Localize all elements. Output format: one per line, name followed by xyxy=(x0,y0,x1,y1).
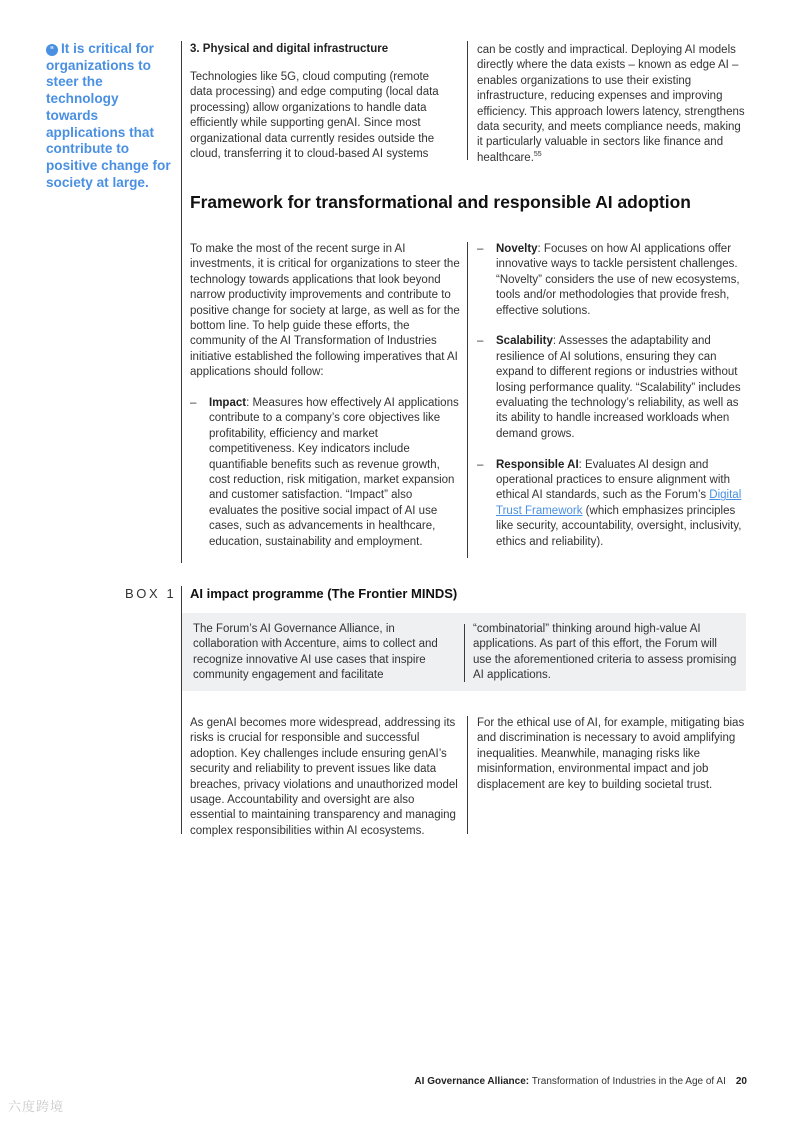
framework-col-2 xyxy=(477,242,747,550)
footer-report-title: Transformation of Industries in the Age of AI xyxy=(529,1076,726,1087)
watermark: 六度跨境 xyxy=(8,1099,65,1114)
column-divider xyxy=(467,716,468,834)
footnote-ref[interactable]: 55 xyxy=(533,151,542,159)
dash-bullet: – xyxy=(190,397,197,410)
impact-term: Impact xyxy=(209,397,247,410)
infra-text-2-body: can be costly and impractical. Deploying AI models directly where the data exists – known as edge AI – enables organizations to use their existing infrastructure, reducing expenses and improving efficiency. This approach lowers latency, strengthens data security, and meets compliance needs, making it particularly valuable in sectors like finance and healthcare. xyxy=(477,44,745,164)
impact-item xyxy=(190,396,462,550)
page-number: 20 xyxy=(735,1076,747,1087)
responsible-ai-text: : Evaluates AI design and operational practices to ensure alignment with ethical AI standards, such as the Forum’s xyxy=(496,458,730,502)
page-footer xyxy=(414,1076,747,1087)
impact-text: : Measures how effectively AI applications contribute to a company’s core objectives like profitability, efficiency and market competitiveness. Key indicators include quantifiable benefits such as revenue growth, cost reduction, risk mitigation, market expansion and customer satisfaction. “Impact” also evaluates the positive social impact of AI use cases, such as advancements in healthcare, education, sustainability and employment. xyxy=(209,397,459,548)
left-margin-rule-top xyxy=(181,41,182,563)
box-col-1 xyxy=(193,622,455,684)
scalability-term: Scalability xyxy=(496,335,553,348)
novelty-term: Novelty xyxy=(496,243,538,255)
scalability-text: : Assesses the adaptability and resilience of AI solutions, ensuring they can expand to different regions or industries without losing performance quality. “Scalability” includes evaluating the technology’s reliability, as well as its ability to handle increased workloads when demand grows. xyxy=(496,335,741,440)
scalability-item xyxy=(477,334,747,442)
framework-title: Framework for transformational and responsible AI adoption xyxy=(190,192,691,212)
infra-col-1 xyxy=(190,43,452,162)
risks-col-1 xyxy=(190,716,462,839)
pull-quote xyxy=(46,41,174,191)
infra-text-1: Technologies like 5G, cloud computing (remote data processing) and edge computing (local data processing) allow organizations to handle data efficiently while supporting genAI. Since most organizational data currently resides outside the cloud, transferring it to cloud-based AI systems xyxy=(190,71,439,161)
infra-col-2 xyxy=(477,43,747,166)
framework-col-1 xyxy=(190,242,462,550)
column-divider xyxy=(467,41,468,160)
responsible-ai-text-cont: (which emphasizes principles like security, accountability, oversight, inclusivity, ethics and reliability). xyxy=(496,504,742,548)
responsible-ai-item xyxy=(477,458,747,550)
novelty-text: : Focuses on how AI applications offer innovative ways to tackle persistent challenges. “Novelty” considers the use of new ecosystems, tools and/or methodologies that provide fresh, effective solutions. xyxy=(496,243,740,317)
box-text-2: “combinatorial” thinking around high-value AI applications. As part of this effort, the Forum will use the aforementioned criteria to assess promising AI applications. xyxy=(473,623,737,682)
risks-text-2: For the ethical use of AI, for example, mitigating bias and discrimination is necessary to avoid amplifying inequalities. Meanwhile, managing risks like misinformation, environmental impact and job displacement are key to building societal trust. xyxy=(477,717,745,791)
box-text-1: The Forum’s AI Governance Alliance, in collaboration with Accenture, aims to collect and recognize innovative AI use cases that inspire community engagement and facilitate xyxy=(193,623,438,682)
responsible-ai-term: Responsible AI xyxy=(496,458,579,471)
column-divider xyxy=(467,242,468,558)
box-title: AI impact programme (The Frontier MINDS) xyxy=(190,586,458,601)
section-heading: 3. Physical and digital infrastructure xyxy=(190,43,389,55)
novelty-item xyxy=(477,242,747,319)
box-column-divider xyxy=(464,624,465,682)
dash-bullet: – xyxy=(477,243,484,255)
risks-col-2 xyxy=(477,716,747,793)
dash-bullet: – xyxy=(477,458,484,471)
pull-quote-text: It is critical for organizations to steer the technology towards applications that contribute to positive change for society at large. xyxy=(46,41,171,190)
dash-bullet: – xyxy=(477,335,484,348)
digital-trust-framework-link[interactable]: Digital Trust Framework xyxy=(496,489,742,517)
footer-org: AI Governance Alliance: xyxy=(414,1076,530,1087)
quote-icon: “ xyxy=(46,44,58,56)
box-col-2 xyxy=(473,622,738,684)
framework-intro: To make the most of the recent surge in AI investments, it is critical for organizations to steer the technology towards applications that look beyond narrow productivity improvements and contribute to positive change for society at large, as well as for the bottom line. To help guide these efforts, the community of the AI Transformation of Industries initiative established the following imperatives that AI applications should follow: xyxy=(190,243,460,379)
infra-text-2 xyxy=(477,43,747,166)
risks-text-1: As genAI becomes more widespread, addressing its risks is crucial for responsible and successful adoption. Key challenges include ensuring genAI’s security and reliability to prevent issues like data breaches, privacy violations and unauthorized model usage. Accountability and oversight are also essential to maintaining transparency and managing complex responsibilities within AI ecosystems. xyxy=(190,717,458,837)
box-label: BOX 1 xyxy=(125,586,177,601)
